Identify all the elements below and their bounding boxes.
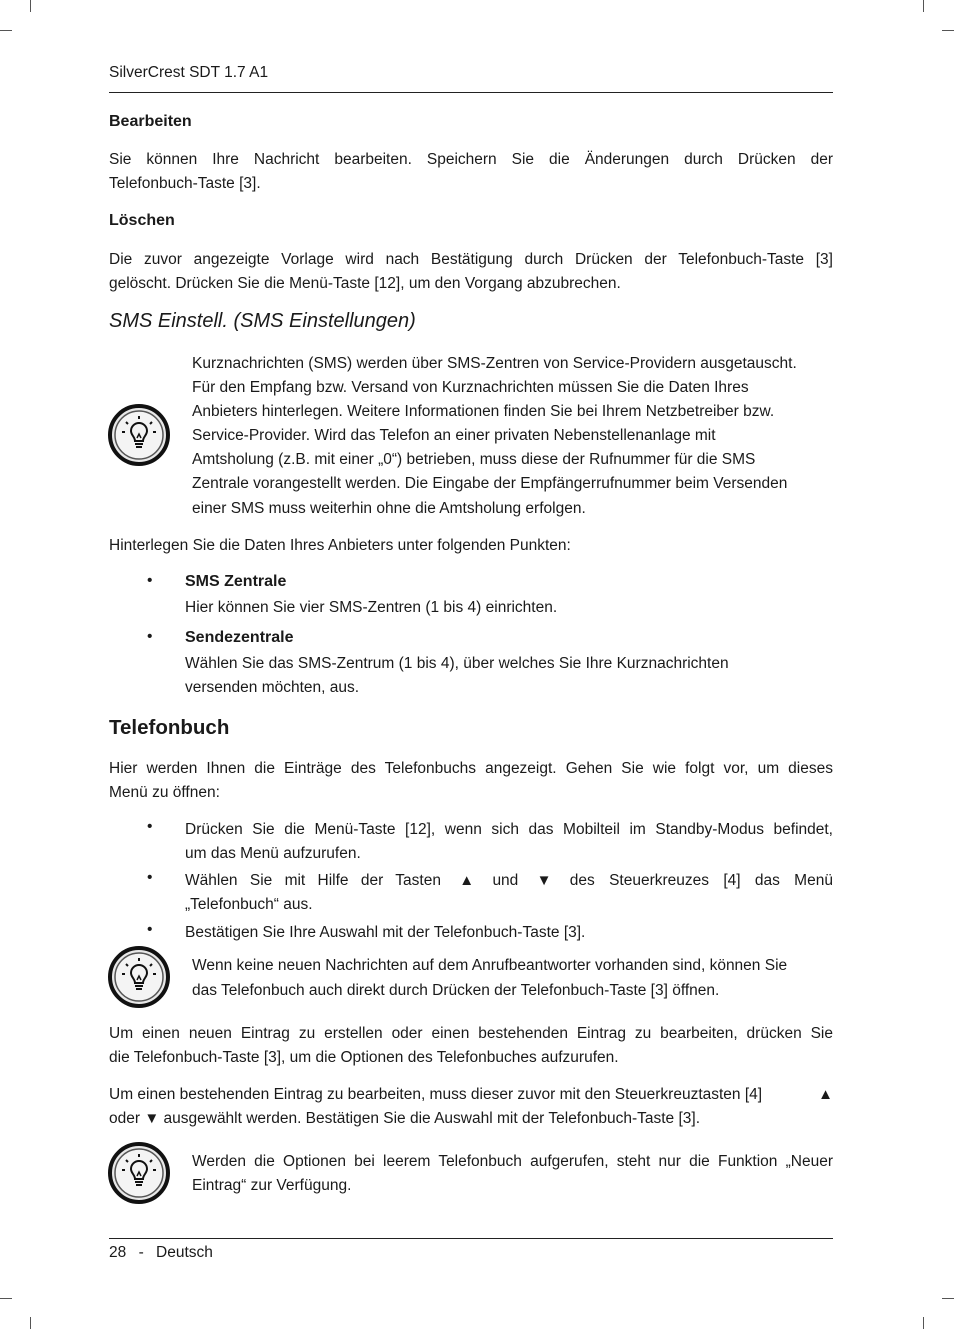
crop-mark xyxy=(0,1298,12,1299)
telefonbuch-intro-line1: Hier werden Ihnen die Einträge des Telefonbuchs angezeigt. Gehen Sie wie folgt vor, um dieses xyxy=(109,760,833,777)
bullet-dot: • xyxy=(147,921,153,938)
bearbeiten-text-line1: Sie können Ihre Nachricht bearbeiten. Speichern Sie die Änderungen durch Drücken der xyxy=(109,151,833,168)
telefonbuch-para2-line2 xyxy=(109,1107,700,1131)
bullet-dot: • xyxy=(147,628,153,645)
arrow-up-icon: ▲ xyxy=(459,872,475,889)
step-text: „Telefonbuch“ aus. xyxy=(185,896,313,913)
note-text: das Telefonbuch auch direkt durch Drücken der Telefonbuch-Taste [3] öffnen. xyxy=(192,982,720,999)
telefonbuch-intro-line2: Menü zu öffnen: xyxy=(109,784,220,801)
arrow-up-icon: ▲ xyxy=(818,1086,833,1103)
footer-separator: - xyxy=(138,1244,144,1261)
bullet-dot: • xyxy=(147,869,153,886)
page-number: 28 xyxy=(109,1244,127,1261)
lightbulb-icon xyxy=(108,946,170,1008)
sms-intro: Hinterlegen Sie die Daten Ihres Anbieters unter folgenden Punkten: xyxy=(109,537,571,554)
step-text: um das Menü aufzurufen. xyxy=(185,845,361,862)
section-heading-loeschen: Löschen xyxy=(109,212,175,229)
para2-text-b: ausgewählt werden. Bestätigen Sie die Auswahl mit der Telefonbuch-Taste [3]. xyxy=(163,1110,701,1127)
arrow-down-icon: ▼ xyxy=(144,1110,160,1127)
step-text xyxy=(185,869,833,893)
sms-item-title: SMS Zentrale xyxy=(185,573,287,590)
note-text: Werden die Optionen bei leerem Telefonbuch aufgerufen, steht nur die Funktion „Neuer xyxy=(192,1153,833,1170)
note-text: Wenn keine neuen Nachrichten auf dem Anrufbeantworter vorhanden sind, können Sie xyxy=(192,957,788,974)
crop-mark xyxy=(923,1317,924,1329)
step2-und: und xyxy=(492,872,519,889)
crop-mark xyxy=(942,30,954,31)
sms-note-line: Service-Provider. Wird das Telefon an einer privaten Nebenstellenanlage mit xyxy=(192,427,716,444)
footer-rule xyxy=(109,1238,833,1239)
sms-note-line: Amtsholung (z.B. mit einer „0“) betrieben, muss diese der Rufnummer für die SMS xyxy=(192,451,756,468)
loeschen-text-line2: gelöscht. Drücken Sie die Menü-Taste [12], um den Vorgang abzubrechen. xyxy=(109,275,621,292)
arrow-down-icon: ▼ xyxy=(536,872,552,889)
bearbeiten-text-line2: Telefonbuch-Taste [3]. xyxy=(109,175,261,192)
sms-note-line: Zentrale vorangestellt werden. Die Eingabe der Empfängerrufnummer beim Versenden xyxy=(192,475,788,492)
para2-oder: oder xyxy=(109,1110,141,1127)
step2-text-a: Wählen Sie mit Hilfe der Tasten xyxy=(185,872,441,889)
sms-item-text: Wählen Sie das SMS-Zentrum (1 bis 4), über welches Sie Ihre Kurznachrichten xyxy=(185,655,729,672)
lightbulb-icon xyxy=(108,404,170,466)
lightbulb-icon xyxy=(108,1142,170,1204)
section-heading-bearbeiten: Bearbeiten xyxy=(109,113,192,130)
telefonbuch-para1-line1: Um einen neuen Eintrag zu erstellen oder einen bestehenden Eintrag zu bearbeiten, drücken Sie xyxy=(109,1025,833,1042)
note-text: Eintrag“ zur Verfügung. xyxy=(192,1177,352,1194)
bullet-dot: • xyxy=(147,572,153,589)
crop-mark xyxy=(30,1317,31,1329)
step2-text-b: des Steuerkreuzes [4] das Menü xyxy=(569,872,833,889)
section-heading-telefonbuch: Telefonbuch xyxy=(109,716,230,739)
sms-note-line: Anbieters hinterlegen. Weitere Informationen finden Sie bei Ihrem Netzbetreiber bzw. xyxy=(192,403,775,420)
loeschen-text-line1: Die zuvor angezeigte Vorlage wird nach Bestätigung durch Drücken der Telefonbuch-Taste [3] xyxy=(109,251,833,268)
header-rule xyxy=(109,92,833,93)
crop-mark xyxy=(942,1298,954,1299)
telefonbuch-para2-line1 xyxy=(109,1083,833,1107)
crop-mark xyxy=(30,0,31,12)
bullet-dot: • xyxy=(147,818,153,835)
crop-mark xyxy=(923,0,924,12)
document-header: SilverCrest SDT 1.7 A1 xyxy=(109,64,269,81)
sms-note-line: Für den Empfang bzw. Versand von Kurznachrichten müssen Sie die Daten Ihres xyxy=(192,379,749,396)
sms-note-line: Kurznachrichten (SMS) werden über SMS-Zentren von Service-Providern ausgetauscht. xyxy=(192,355,797,372)
sms-item-title: Sendezentrale xyxy=(185,629,294,646)
footer-language: Deutsch xyxy=(156,1244,213,1261)
page-footer xyxy=(109,1244,213,1262)
sms-note-line: einer SMS muss weiterhin ohne die Amtsholung erfolgen. xyxy=(192,500,586,517)
telefonbuch-para1-line2: die Telefonbuch-Taste [3], um die Optionen des Telefonbuches aufzurufen. xyxy=(109,1049,619,1066)
sms-item-text: versenden möchten, aus. xyxy=(185,679,360,696)
section-heading-sms-settings: SMS Einstell. (SMS Einstellungen) xyxy=(109,310,416,332)
step-text: Bestätigen Sie Ihre Auswahl mit der Telefonbuch-Taste [3]. xyxy=(185,924,586,941)
crop-mark xyxy=(0,30,12,31)
step-text: Drücken Sie die Menü-Taste [12], wenn sich das Mobilteil im Standby-Modus befindet, xyxy=(185,821,833,838)
sms-item-text: Hier können Sie vier SMS-Zentren (1 bis 4) einrichten. xyxy=(185,599,558,616)
para2-text-a: Um einen bestehenden Eintrag zu bearbeiten, muss dieser zuvor mit den Steuerkreuztasten [4] xyxy=(109,1086,763,1103)
